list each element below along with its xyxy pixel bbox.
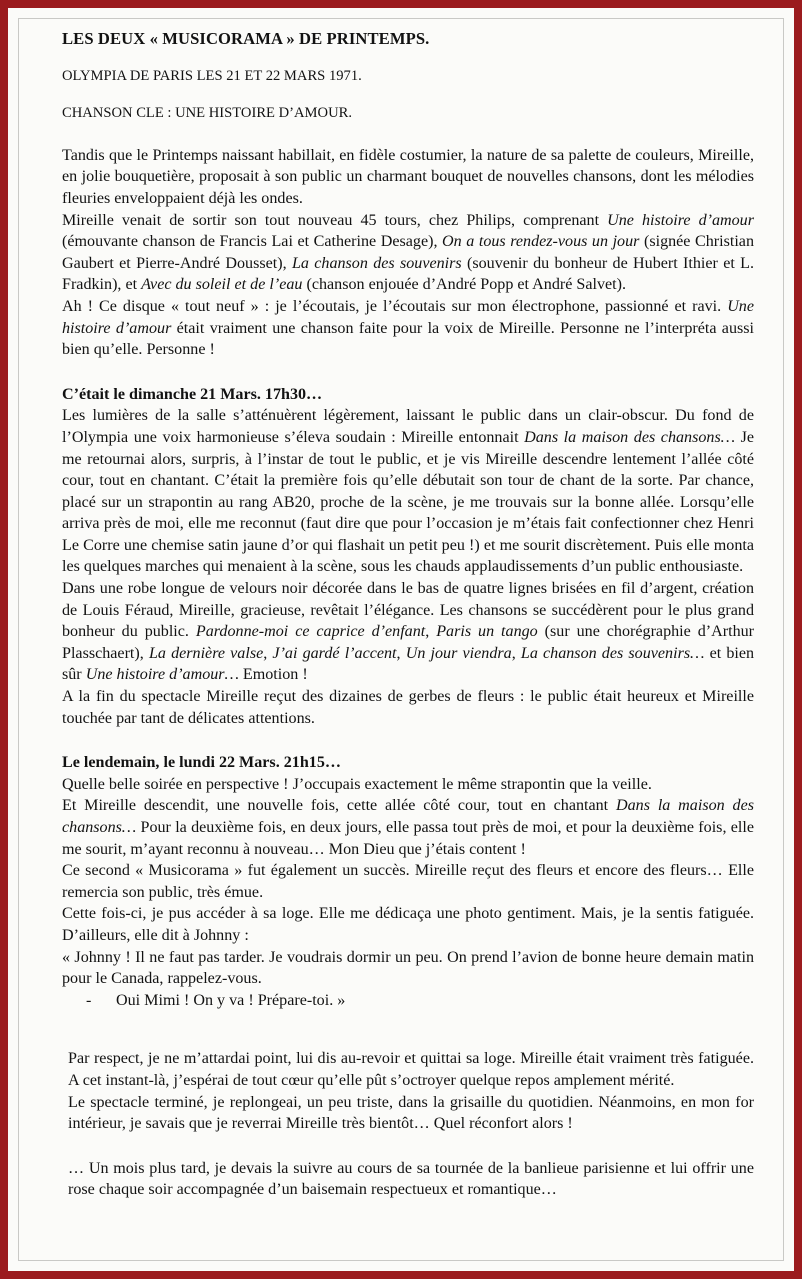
text-run: Pour la deuxième fois, en deux jours, elle passa tout près de moi, et pour la deuxième fois, elle me sourit, m’ayant reconnu à nouveau… Mon Dieu que j’étais content ! <box>62 819 754 858</box>
song-title: Un jour viendra <box>405 644 512 662</box>
text-run: (signée Christian Gaubert et Pierre-André Dousset), <box>62 233 755 272</box>
song-title: Dans la maison des chansons… <box>524 428 736 446</box>
document-title: LES DEUX « MUSICORAMA » DE PRINTEMPS. <box>62 29 430 48</box>
intro-paragraph-3 <box>62 296 754 361</box>
text-run: Emotion ! <box>238 666 308 684</box>
monday-paragraph-1: Quelle belle soirée en perspective ! J’occupais exactement le même strapontin que la veille. <box>62 775 652 793</box>
intro-paragraph-1: Tandis que le Printemps naissant habillait, en fidèle costumier, la nature de sa palette de couleurs, Mireille, en jolie bouquetière, proposait à son public un charmant bouquet de nouvelles chansons, dont les mélodies fleuries enveloppaient déjà les ondes. <box>62 146 754 207</box>
text-run: était vraiment une chanson faite pour la voix de Mireille. Personne ne l’interpréta aussi bien qu’elle. Personne ! <box>62 319 754 359</box>
song-title: Une histoire d’amour <box>607 211 754 229</box>
monday-paragraph-2 <box>62 795 754 860</box>
sunday-section <box>62 384 754 730</box>
text-run: , <box>511 644 521 662</box>
text-run: (chanson enjouée d’André Popp et André Salvet). <box>302 276 627 294</box>
song-title: Une histoire d’amour… <box>85 666 239 684</box>
intro-paragraph-2 <box>62 210 754 296</box>
song-title: On a tous rendez-vous un jour <box>442 233 640 251</box>
ending-paragraph-2: Le spectacle terminé, je replongeai, un peu triste, dans la grisaille du quotidien. Néanmoins, en mon for intérieur, je savais que je reverrai Mireille très bientôt… Quel réconfort alors ! <box>68 1093 754 1133</box>
reply-text: Oui Mimi ! On y va ! Prépare-toi. » <box>116 991 346 1009</box>
song-title: Paris un tango <box>436 623 538 641</box>
ending-paragraph-3: … Un mois plus tard, je devais la suivre au cours de sa tournée de la banlieue parisienne et lui offrir une rose chaque soir accompagnée d’un baisemain respectueux et romantique… <box>68 1159 754 1199</box>
venue-line: OLYMPIA DE PARIS LES 21 ET 22 MARS 1971. <box>62 67 362 84</box>
sunday-paragraph-3: A la fin du spectacle Mireille reçut des dizaines de gerbes de fleurs : le public était heureux et Mireille touchée par tant de délicates attentions. <box>62 688 754 727</box>
monday-paragraph-5: « Johnny ! Il ne faut pas tarder. Je voudrais dormir un peu. On prend l’avion de bonne heure demain matin pour le Canada, rappelez-vous. <box>62 948 754 988</box>
song-title: La dernière valse <box>148 644 264 662</box>
text-run: , <box>396 644 406 662</box>
monday-paragraph-3: Ce second « Musicorama » fut également un succès. Mireille reçut des fleurs et encore des fleurs… Elle remercia son public, très émue. <box>62 862 754 901</box>
text-run: Et Mireille descendit, une nouvelle fois, cette allée côté cour, tout en chantant <box>62 797 616 815</box>
spacer <box>68 1135 754 1158</box>
key-song-line: CHANSON CLE : UNE HISTOIRE D’AMOUR. <box>62 105 352 122</box>
text-run: (émouvante chanson de Francis Lai et Catherine Desage), <box>62 233 443 251</box>
monday-paragraph-4: Cette fois-ci, je pus accéder à sa loge. Elle me dédicaça une photo gentiment. Mais, je la sentis fatiguée. D’ailleurs, elle dit à Johnny : <box>62 905 754 944</box>
text-run: (souvenir du bonheur de Hubert Ithier et L. Fradkin), et <box>62 254 754 294</box>
sunday-heading: C’était le dimanche 21 Mars. 17h30… <box>62 385 323 403</box>
song-title: La chanson des souvenirs… <box>520 644 705 662</box>
page-frame <box>8 8 794 1271</box>
song-title: Une histoire d’amour <box>62 297 754 337</box>
sunday-paragraph-2 <box>62 578 754 686</box>
text-run: Mireille venait de sortir son tout nouveau 45 tours, chez Philips, comprenant <box>62 211 608 229</box>
song-title: Dans la maison des chansons… <box>62 797 754 836</box>
text-run: (sur une chorégraphie d’Arthur Plasschaert), <box>62 623 755 662</box>
sunday-paragraph-1 <box>62 405 754 578</box>
text-run: Dans une robe longue de velours noir décorée dans le bas de quatre lignes brisées en fil d’argent, création de Louis Féraud, Mireille, gracieuse, revêtait l’élégance. Les chansons se succédèrent pour le plus grand bonheur du public. <box>62 580 754 641</box>
dialogue-reply <box>62 990 754 1012</box>
dash-marker: - <box>86 991 92 1009</box>
monday-heading: Le lendemain, le lundi 22 Mars. 21h15… <box>62 754 341 772</box>
ending-section <box>68 1048 754 1201</box>
song-title: Pardonne-moi ce caprice d’enfant <box>195 623 426 641</box>
text-run: , <box>425 623 437 641</box>
song-title: J’ai gardé l’accent <box>272 644 397 662</box>
document-body <box>62 28 754 1201</box>
text-run: et bien sûr <box>62 644 755 684</box>
text-run: Les lumières de la salle s’atténuèrent légèrement, laissant le public dans un clair-obscur. Du fond de l’Olympia une voix harmonieuse s’éleva soudain : Mireille entonnait <box>62 407 754 446</box>
monday-section <box>62 752 754 1011</box>
intro-section <box>62 145 754 361</box>
ending-paragraph-1: Par respect, je ne m’attardai point, lui dis au-revoir et quittai sa loge. Mireille était vraiment très fatiguée. A cet instant-là, j’espérai de tout cœur qu’elle pût s’octroyer quelque repos amplement mérité. <box>68 1050 754 1089</box>
text-run: Ah ! Ce disque « tout neuf » : je l’écoutais, je l’écoutais sur mon électrophone, passionné et ravi. <box>62 297 728 315</box>
song-title: Avec du soleil et de l’eau <box>141 276 303 294</box>
spacer <box>62 1011 754 1048</box>
song-title: La chanson des souvenirs <box>291 254 462 272</box>
text-run: Je me retournai alors, surpris, à l’instar de tout le public, et je vis Mireille descendre lentement l’allée côté cour, tout en chantant. C’était la première fois qu’elle débutait son tour de chant de la sorte. Par chance, placé sur un strapontin au rang AB20, proche de la scène, je me trouvais sur la bonne allée. Lorsqu’elle arriva près de moi, elle me reconnut (faut dire que pour l’occasion je m’étais fait confectionner chez Henri Le Corre une chemise satin jaune d’or qui flashait un petit peu !) et me sourit discrètement. Puis elle monta les quelques marches qui menaient à la scène, sous les chauds applaudissements d’un public enthousiaste. <box>62 428 754 576</box>
text-run: , <box>263 644 273 662</box>
